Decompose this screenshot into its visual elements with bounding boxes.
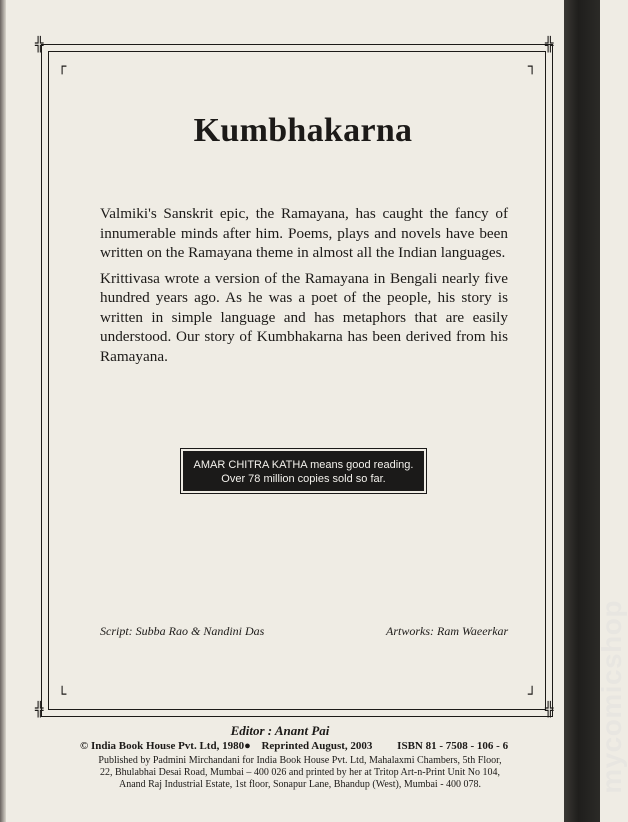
inner-corner-bottom-right: ┘ xyxy=(528,687,537,703)
introduction-text xyxy=(100,204,508,372)
inner-corner-top-right: ┐ xyxy=(528,59,537,75)
intro-paragraph-2: Krittivasa wrote a version of the Ramayana in Bengali nearly five hundred years ago. As he was a poet of the people, his story is written in simple language and has metaphors that are easily understood. Our story of Kumbhakarna has been derived from his Ramayana. xyxy=(100,269,508,365)
watermark-text: mycomicshop xyxy=(596,600,627,794)
inner-corner-bottom-left: └ xyxy=(58,687,67,703)
page-title: Kumbhakarna xyxy=(193,112,413,149)
editor-credit: Editor : Anant Pai xyxy=(230,723,330,738)
corner-ornament-bottom-right: ╬ xyxy=(545,702,554,718)
promo-line-2: Over 78 million copies sold so far. xyxy=(221,473,386,485)
script-credit: Script: Subba Rao & Nandini Das xyxy=(100,624,265,638)
copyright-line xyxy=(80,740,520,752)
corner-ornament-top-left: ╬ xyxy=(35,37,44,53)
page-edge-shadow xyxy=(0,0,6,822)
publisher-line-1: Published by Padmini Mirchandani for India Book House Pvt. Ltd, Mahalaxmi Chambers, 5th Floor, xyxy=(98,755,502,766)
promo-badge xyxy=(183,451,424,491)
intro-paragraph-1: Valmiki's Sanskrit epic, the Ramayana, has caught the fancy of innumerable minds after him. Poems, plays and novels have been written on the Ramayana theme in almost all the Indian languages. xyxy=(100,205,508,261)
inner-corner-top-left: ┌ xyxy=(58,59,67,75)
promo-line-1: AMAR CHITRA KATHA means good reading. xyxy=(193,459,414,471)
isbn-text: ISBN 81 - 7508 - 106 - 6 xyxy=(397,740,509,752)
copyright-text: © India Book House Pvt. Ltd, 1980● xyxy=(80,740,251,752)
publisher-line-3: Anand Raj Industrial Estate, 1st floor, Sonapur Lane, Bhandup (West), Mumbai - 400 078. xyxy=(118,779,482,790)
scan-side-strip xyxy=(564,0,627,822)
corner-ornament-bottom-left: ╬ xyxy=(35,702,44,718)
corner-ornament-top-right: ╬ xyxy=(545,37,554,53)
publisher-line-2: 22, Bhulabhai Desai Road, Mumbai – 400 026 and printed by her at Tritop Art-n-Print Unit No 104, xyxy=(100,767,500,778)
artworks-credit: Artworks: Ram Waeerkar xyxy=(386,624,509,638)
reprint-text: Reprinted August, 2003 xyxy=(261,740,373,752)
